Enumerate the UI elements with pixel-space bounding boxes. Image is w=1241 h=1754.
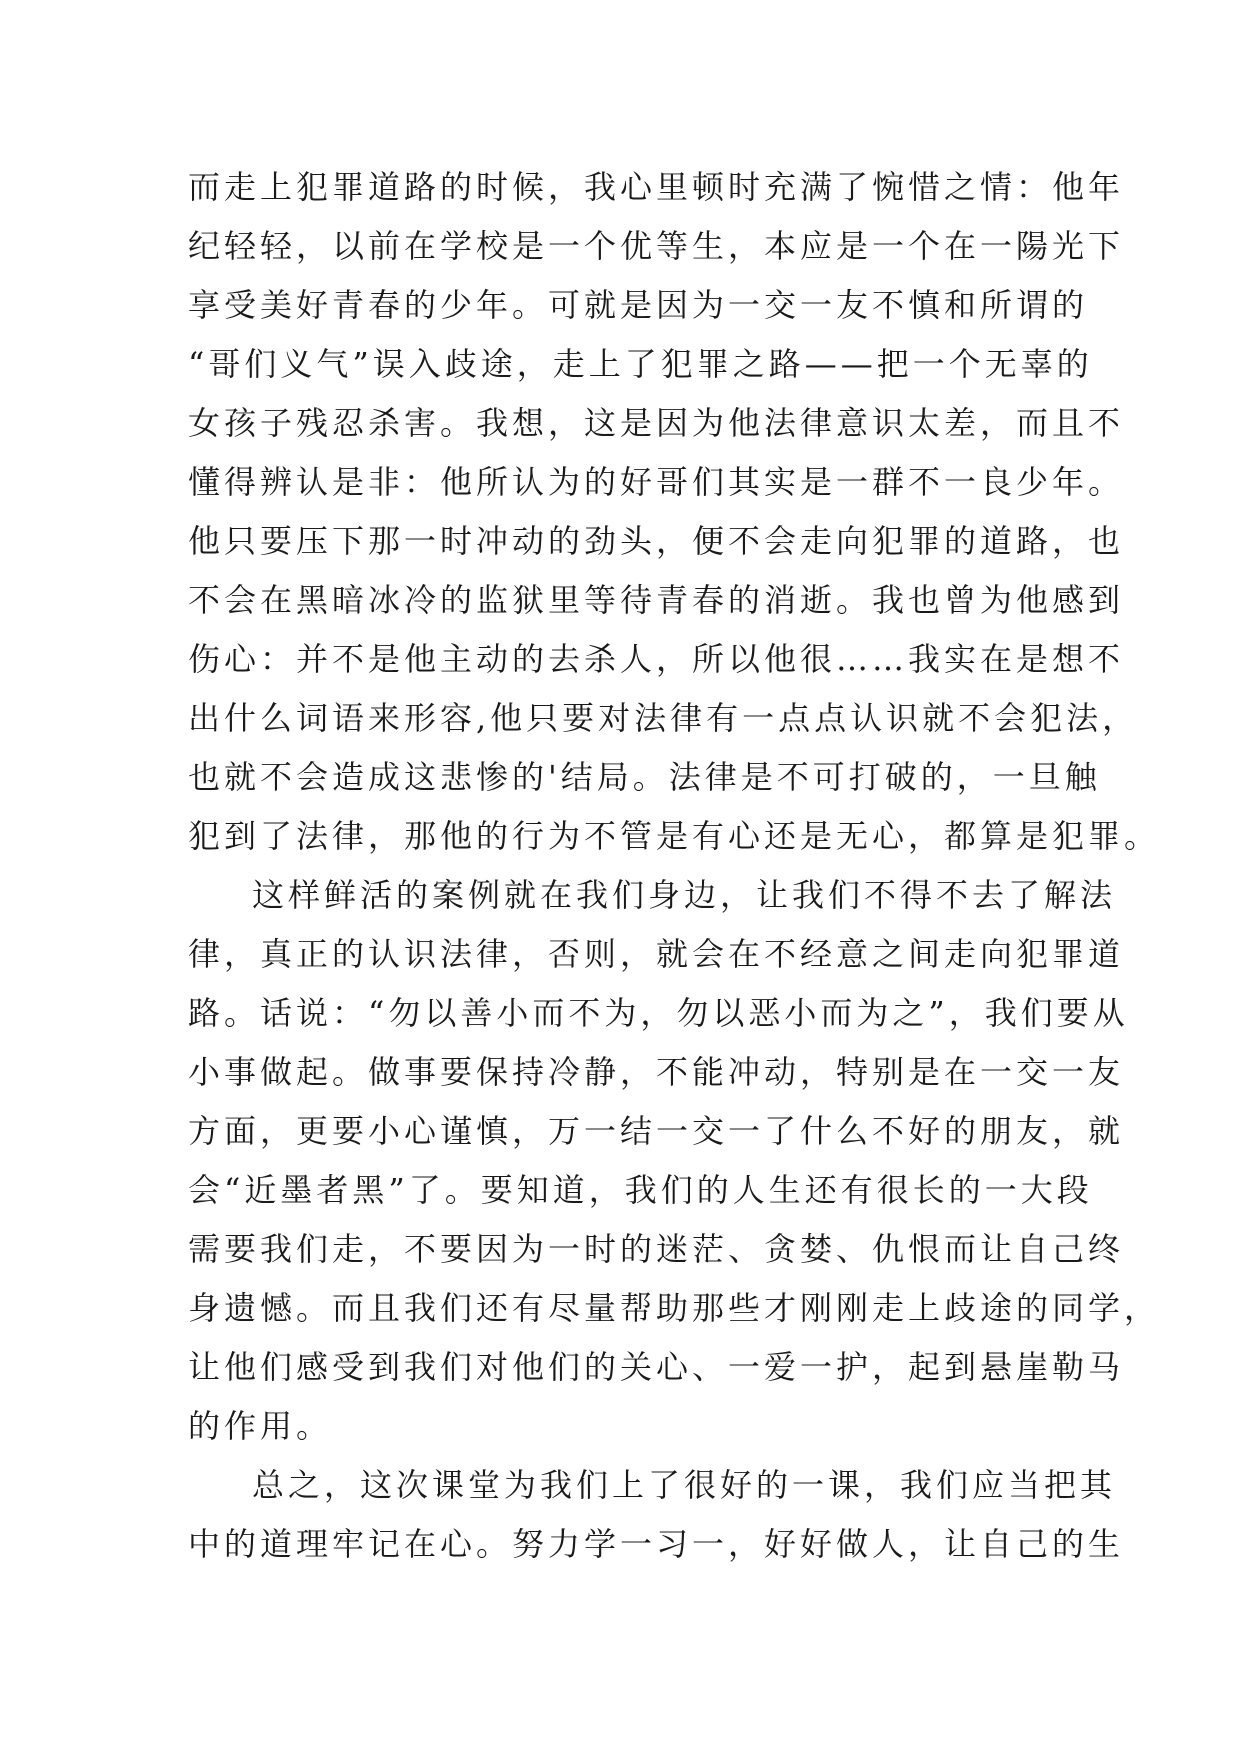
text-line: 的作用。: [188, 1407, 333, 1445]
paragraph-2: [188, 866, 1161, 1456]
text-line: 中的道理牢记在心。努力学一习一，好好做人，让自己的生: [188, 1525, 1125, 1563]
text-line: 律，真正的认识法律，否则，就会在不经意之间走向犯罪道: [188, 935, 1125, 973]
text-line: 方面，更要小心谨慎，万一结一交一了什么不好的朋友，就: [188, 1112, 1125, 1150]
text-line: 总之，这次课堂为我们上了很好的一课，我们应当把其: [252, 1466, 1117, 1504]
paragraph-1: [188, 158, 1161, 866]
text-line: 懂得辨认是非：他所认为的好哥们其实是一群不一良少年。: [188, 463, 1125, 501]
text-line: 纪轻轻，以前在学校是一个优等生，本应是一个在一陽光下: [188, 227, 1125, 265]
paragraph-3: [188, 1456, 1125, 1574]
text-line: 犯到了法律，那他的行为不管是有心还是无心，都算是犯罪。: [188, 817, 1161, 855]
text-line: 出什么词语来形容,他只要对法律有一点点认识就不会犯法，: [188, 699, 1139, 737]
text-line: 而走上犯罪道路的时候，我心里顿时充满了惋惜之情：他年: [188, 168, 1125, 206]
text-line: 需要我们走，不要因为一时的迷茫、贪婪、仇恨而让自己终: [188, 1230, 1125, 1268]
text-line: 也就不会造成这悲惨的'结局。法律是不可打破的，一旦触: [188, 758, 1101, 796]
text-line: 不会在黑暗冰冷的监狱里等待青春的消逝。我也曾为他感到: [188, 581, 1125, 619]
text-line: 伤心：并不是他主动的去杀人，所以他很……我实在是想不: [188, 640, 1125, 678]
text-line: 这样鲜活的案例就在我们身边，让我们不得不去了解法: [252, 876, 1117, 914]
text-line: 身遗憾。而且我们还有尽量帮助那些才刚刚走上歧途的同学，: [188, 1289, 1161, 1327]
document-body: [188, 158, 1161, 1574]
text-line: “哥们义气”误入歧途，走上了犯罪之路——把一个无辜的: [188, 345, 1093, 383]
text-line: 路。话说：“勿以善小而不为，勿以恶小而为之”，我们要从: [188, 994, 1129, 1032]
text-line: 他只要压下那一时冲动的劲头，便不会走向犯罪的道路，也: [188, 522, 1125, 560]
text-line: 让他们感受到我们对他们的关心、一爱一护，起到悬崖勒马: [188, 1348, 1125, 1386]
text-line: 享受美好青春的少年。可就是因为一交一友不慎和所谓的: [188, 286, 1089, 324]
text-line: 会“近墨者黑”了。要知道，我们的人生还有很长的一大段: [188, 1171, 1093, 1209]
text-line: 小事做起。做事要保持冷静，不能冲动，特别是在一交一友: [188, 1053, 1125, 1091]
text-line: 女孩子残忍杀害。我想，这是因为他法律意识太差，而且不: [188, 404, 1125, 442]
